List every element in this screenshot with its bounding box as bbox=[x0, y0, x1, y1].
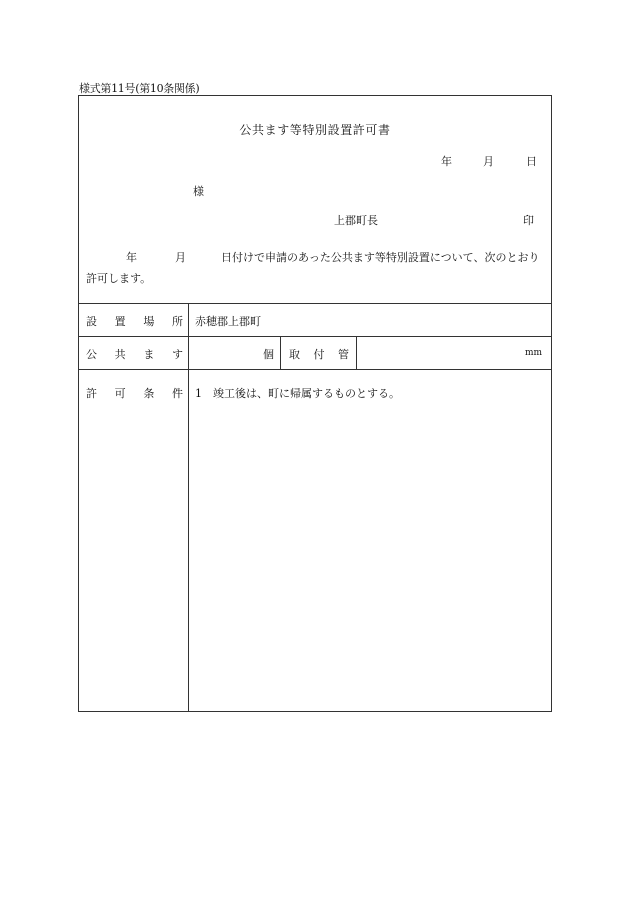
pipe-column-rule bbox=[356, 336, 357, 369]
count-column-rule bbox=[280, 336, 281, 369]
issuer-name: 上郡町長 bbox=[334, 214, 378, 227]
basin-count-unit: 個 bbox=[263, 348, 274, 361]
statement-month-label: 月 bbox=[175, 251, 186, 264]
conditions-label: 許 可 条 件 bbox=[86, 387, 183, 400]
permit-form-frame bbox=[78, 95, 552, 712]
basin-label: 公 共 ま す bbox=[86, 348, 183, 361]
pipe-label: 取 付 管 bbox=[289, 348, 349, 361]
addressee-suffix: 様 bbox=[193, 185, 204, 198]
statement-year-label: 年 bbox=[126, 251, 137, 264]
pipe-unit: mm bbox=[525, 348, 543, 358]
form-number-label: 様式第11号(第10条関係) bbox=[79, 82, 200, 95]
location-label: 設 置 場 所 bbox=[86, 315, 183, 328]
permit-statement bbox=[86, 247, 548, 289]
seal-mark: 印 bbox=[523, 214, 534, 227]
table-row-rule-2 bbox=[79, 369, 551, 370]
label-column-rule bbox=[188, 303, 189, 712]
document-title: 公共ます等特別設置許可書 bbox=[239, 123, 391, 137]
statement-text: 日付けで申請のあった公共ます等特別設置について、次のとおり許可します。 bbox=[86, 251, 540, 285]
date-month-label: 月 bbox=[483, 155, 494, 168]
date-year-label: 年 bbox=[441, 155, 452, 168]
date-day-label: 日 bbox=[526, 155, 537, 168]
condition-item-1: 1 竣工後は、町に帰属するものとする。 bbox=[195, 387, 400, 400]
location-value: 赤穂郡上郡町 bbox=[195, 315, 261, 328]
table-row-rule-1 bbox=[79, 336, 551, 337]
table-top-rule bbox=[79, 303, 551, 304]
